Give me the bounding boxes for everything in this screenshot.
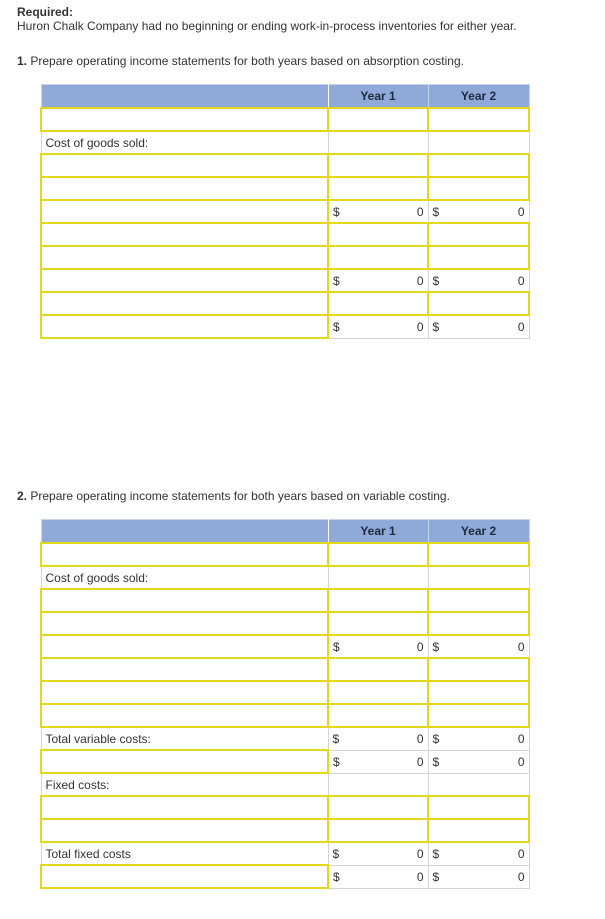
label-input[interactable] — [41, 108, 328, 131]
value: 0 — [416, 846, 424, 861]
year-1-input[interactable] — [328, 796, 428, 819]
year-2-input[interactable] — [428, 246, 529, 269]
year-1-input[interactable] — [328, 154, 428, 177]
currency-symbol: $ — [432, 319, 440, 334]
currency-symbol: $ — [432, 639, 440, 654]
empty-cell — [428, 773, 529, 796]
empty-cell — [328, 773, 428, 796]
table-row — [41, 635, 529, 658]
table-row — [41, 315, 529, 338]
empty-cell — [328, 131, 428, 154]
year-2-total — [428, 727, 529, 750]
table-row — [41, 223, 529, 246]
label-input[interactable] — [41, 589, 328, 612]
header-year-2: Year 2 — [428, 520, 529, 544]
table-row — [41, 589, 529, 612]
table-row — [41, 865, 529, 888]
table-row — [41, 154, 529, 177]
year-1-total — [328, 865, 428, 888]
header-year-1: Year 1 — [328, 85, 428, 109]
value: 0 — [517, 273, 525, 288]
year-2-input[interactable] — [428, 292, 529, 315]
year-2-input[interactable] — [428, 543, 529, 566]
year-2-input[interactable] — [428, 658, 529, 681]
table-row — [41, 131, 529, 154]
table-row — [41, 750, 529, 773]
value: 0 — [517, 846, 525, 861]
header-blank — [41, 520, 328, 544]
empty-cell — [428, 566, 529, 589]
value: 0 — [416, 731, 424, 746]
table-row — [41, 842, 529, 865]
cogs-label: Cost of goods sold: — [41, 566, 328, 589]
label-input[interactable] — [41, 292, 328, 315]
year-1-input[interactable] — [328, 681, 428, 704]
table-row — [41, 819, 529, 842]
required-section — [17, 5, 517, 33]
header-blank — [41, 85, 328, 109]
currency-symbol: $ — [333, 273, 340, 288]
year-1-input[interactable] — [328, 246, 428, 269]
year-2-total — [428, 315, 529, 338]
value: 0 — [517, 319, 525, 334]
year-1-total — [328, 200, 428, 223]
table-row — [41, 177, 529, 200]
value: 0 — [517, 731, 525, 746]
table-row — [41, 612, 529, 635]
year-1-total — [328, 727, 428, 750]
cogs-label: Cost of goods sold: — [41, 131, 328, 154]
header-row — [41, 85, 529, 109]
total-fixed-costs-label: Total fixed costs — [41, 842, 328, 865]
table-row — [41, 773, 529, 796]
currency-symbol: $ — [333, 754, 340, 769]
value: 0 — [416, 869, 424, 884]
currency-symbol: $ — [333, 869, 340, 884]
variable-costing-table — [40, 519, 530, 889]
year-2-total — [428, 865, 529, 888]
currency-symbol: $ — [432, 204, 440, 219]
table-row — [41, 796, 529, 819]
label-input[interactable] — [41, 658, 328, 681]
label-input[interactable] — [41, 681, 328, 704]
table-row — [41, 269, 529, 292]
year-1-input[interactable] — [328, 612, 428, 635]
year-1-input[interactable] — [328, 658, 428, 681]
table-row — [41, 246, 529, 269]
year-2-total — [428, 750, 529, 773]
value: 0 — [416, 319, 424, 334]
year-1-input[interactable] — [328, 108, 428, 131]
label-input[interactable] — [41, 177, 328, 200]
currency-symbol: $ — [332, 846, 340, 861]
label-input[interactable] — [41, 246, 328, 269]
table-row — [41, 704, 529, 727]
year-2-input[interactable] — [428, 108, 529, 131]
table-row — [41, 292, 529, 315]
required-heading: Required: — [17, 5, 74, 19]
question-2-prompt: Prepare operating income statements for both years based on variable costing. — [30, 489, 450, 503]
year-1-input[interactable] — [328, 543, 428, 566]
fixed-costs-label: Fixed costs: — [41, 773, 328, 796]
year-2-input[interactable] — [428, 154, 529, 177]
label-input[interactable] — [41, 750, 328, 773]
table-row — [41, 200, 529, 223]
question-1-number: 1. — [17, 54, 28, 68]
absorption-costing-table — [40, 84, 530, 339]
question-1-prompt: Prepare operating income statements for both years based on absorption costing. — [30, 54, 464, 68]
label-input[interactable] — [41, 223, 328, 246]
currency-symbol: $ — [333, 319, 340, 334]
year-2-input[interactable] — [428, 704, 529, 727]
label-input[interactable] — [41, 819, 328, 842]
currency-symbol: $ — [432, 731, 440, 746]
year-2-total — [428, 635, 529, 658]
year-1-input[interactable] — [328, 819, 428, 842]
year-1-total — [328, 635, 428, 658]
currency-symbol: $ — [432, 846, 440, 861]
label-input[interactable] — [41, 200, 328, 223]
table-row — [41, 681, 529, 704]
label-input[interactable] — [41, 612, 328, 635]
year-1-input[interactable] — [328, 704, 428, 727]
year-2-input[interactable] — [428, 819, 529, 842]
label-input[interactable] — [41, 635, 328, 658]
currency-symbol: $ — [432, 273, 440, 288]
value: 0 — [517, 639, 525, 654]
label-input[interactable] — [41, 796, 328, 819]
value: 0 — [416, 754, 424, 769]
label-input[interactable] — [41, 315, 328, 338]
empty-cell — [328, 566, 428, 589]
label-input[interactable] — [41, 269, 328, 292]
required-text: Huron Chalk Company had no beginning or ending work-in-process inventories for either year. — [17, 19, 517, 33]
year-1-input[interactable] — [328, 292, 428, 315]
year-1-total — [328, 750, 428, 773]
year-1-total — [328, 269, 428, 292]
value: 0 — [416, 639, 424, 654]
value: 0 — [517, 869, 525, 884]
header-row — [41, 520, 529, 544]
header-year-2: Year 2 — [428, 85, 529, 109]
question-2 — [17, 489, 450, 503]
value: 0 — [416, 204, 424, 219]
table-row — [41, 108, 529, 131]
empty-cell — [428, 131, 529, 154]
currency-symbol: $ — [432, 869, 440, 884]
label-input[interactable] — [41, 865, 328, 888]
question-2-number: 2. — [17, 489, 28, 503]
currency-symbol: $ — [333, 639, 340, 654]
table-row — [41, 566, 529, 589]
table-row — [41, 658, 529, 681]
currency-symbol: $ — [332, 731, 340, 746]
year-2-input[interactable] — [428, 796, 529, 819]
year-2-input[interactable] — [428, 589, 529, 612]
currency-symbol: $ — [333, 204, 340, 219]
year-2-total — [428, 842, 529, 865]
label-input[interactable] — [41, 704, 328, 727]
year-2-total — [428, 269, 529, 292]
year-2-input[interactable] — [428, 612, 529, 635]
year-1-input[interactable] — [328, 589, 428, 612]
table-row — [41, 727, 529, 750]
table-row — [41, 543, 529, 566]
label-input[interactable] — [41, 543, 328, 566]
year-2-input[interactable] — [428, 223, 529, 246]
header-year-1: Year 1 — [328, 520, 428, 544]
year-1-total — [328, 315, 428, 338]
year-1-total — [328, 842, 428, 865]
value: 0 — [517, 204, 525, 219]
year-2-input[interactable] — [428, 177, 529, 200]
value: 0 — [517, 754, 525, 769]
year-1-input[interactable] — [328, 223, 428, 246]
currency-symbol: $ — [432, 754, 440, 769]
year-1-input[interactable] — [328, 177, 428, 200]
year-2-total — [428, 200, 529, 223]
total-variable-costs-label: Total variable costs: — [41, 727, 328, 750]
question-1 — [17, 54, 464, 68]
value: 0 — [416, 273, 424, 288]
year-2-input[interactable] — [428, 681, 529, 704]
label-input[interactable] — [41, 154, 328, 177]
